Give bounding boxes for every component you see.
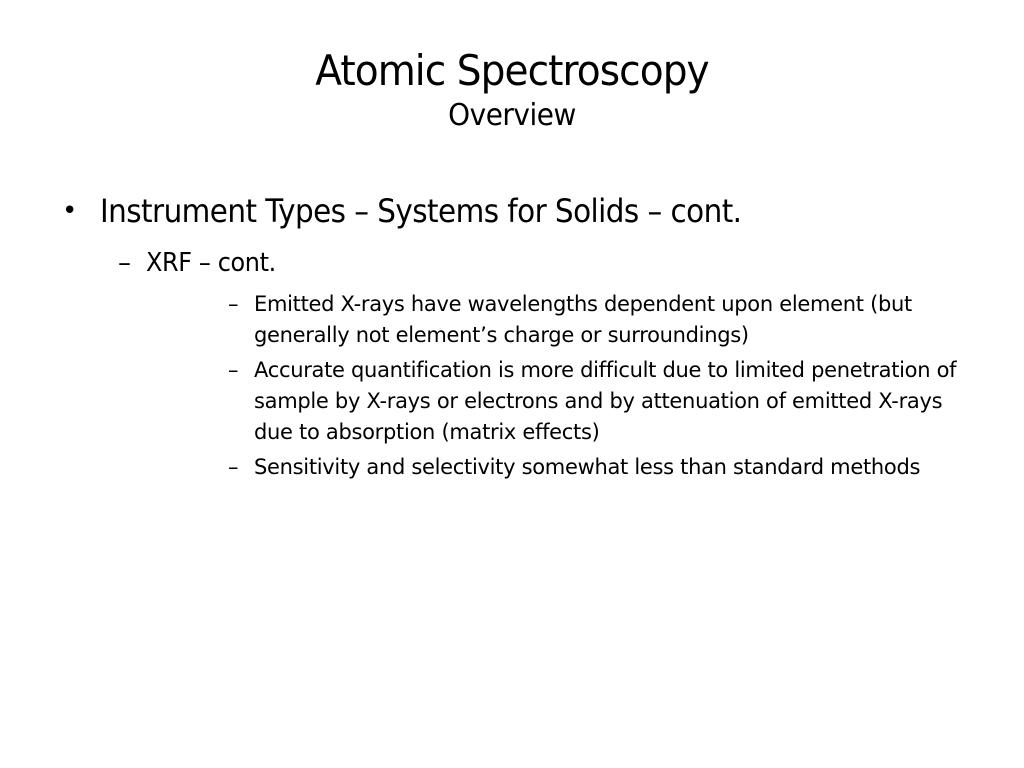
bullet-level3-list xyxy=(228,289,968,487)
bullet-level1-text: Instrument Types – Systems for Solids – cont. xyxy=(100,192,742,230)
dash-marker: – xyxy=(228,292,239,316)
bullet-level3-item xyxy=(228,452,968,483)
dash-marker: – xyxy=(118,248,131,278)
bullet-level1 xyxy=(62,190,982,232)
bullet-level2 xyxy=(118,246,978,280)
slide-title: Atomic Spectroscopy xyxy=(315,46,709,95)
dash-marker: – xyxy=(228,455,239,479)
bullet-level3-item xyxy=(228,289,968,351)
dash-marker: – xyxy=(228,358,239,382)
bullet-dot-marker: • xyxy=(62,196,78,226)
bullet-level3-text: Emitted X-rays have wavelengths dependent upon element (but generally not element’s charge or surroundings) xyxy=(254,292,912,347)
bullet-level3-text: Sensitivity and selectivity somewhat less than standard methods xyxy=(254,455,921,479)
bullet-level2-text: XRF – cont. xyxy=(146,248,276,278)
slide-subtitle: Overview xyxy=(448,98,576,133)
bullet-level3-item xyxy=(228,355,968,448)
title-block xyxy=(0,44,1024,134)
bullet-level3-text: Accurate quantification is more difficult due to limited penetration of sample by X-rays or electrons and by attenuation of emitted X-rays due to absorption (matrix effects) xyxy=(254,358,957,444)
